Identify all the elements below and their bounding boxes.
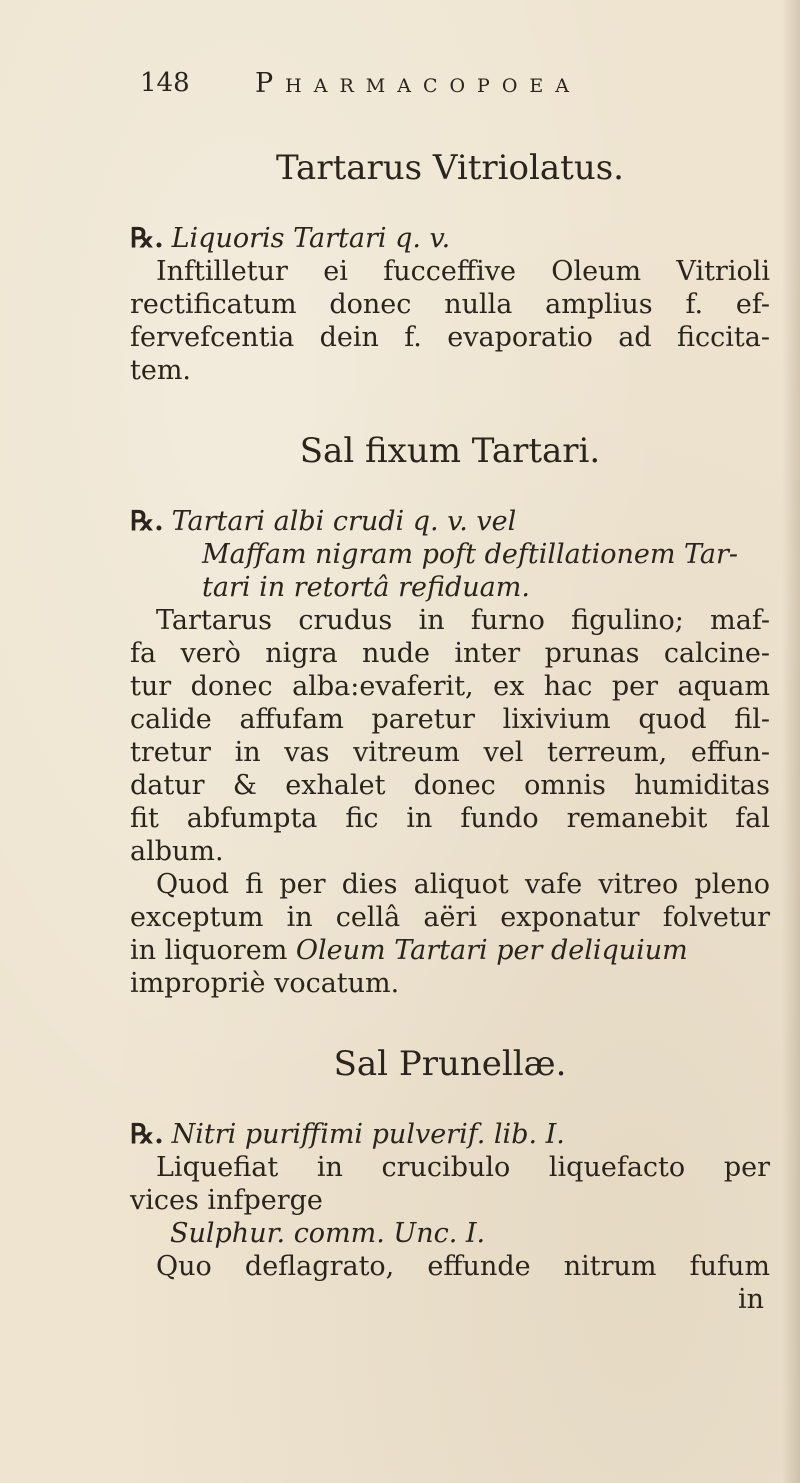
running-title: Pharmacopoea [255, 68, 582, 99]
text-line: tur donec alba:evaferit, ex hac per aquam [130, 671, 770, 702]
recipe-mark: ℞. [130, 506, 164, 537]
page-content [130, 140, 770, 1316]
recipe-line [130, 222, 770, 255]
text-line [130, 934, 770, 967]
recipe-mark: ℞. [130, 223, 164, 254]
text-line: exceptum in cellâ aëri exponatur folvetur [130, 902, 770, 933]
text-fragment-italic: Oleum Tartari per deliquium [295, 935, 688, 966]
text-line: album. [130, 836, 224, 867]
page-number: 148 [140, 68, 190, 98]
text-line: tem. [130, 355, 192, 386]
text-line: datur & exhalet donec omnis humiditas [130, 770, 770, 801]
text-line: fervefcentia dein f. evaporatio ad ficcita- [130, 322, 770, 353]
text-line: impropriè vocatum. [130, 968, 400, 999]
text-line: Quod fi per dies aliquot vafe vitreo pleno [156, 869, 770, 900]
text-line: vices infperge [130, 1185, 323, 1216]
recipe-line [130, 1118, 770, 1151]
recipe-text: Nitri puriffimi pulverif. lib. I. [171, 1119, 565, 1150]
text-line: Quo deflagrato, effunde nitrum fufum [156, 1251, 770, 1282]
text-line: Liquefiat in crucibulo liquefacto per [156, 1152, 770, 1183]
text-line: Sulphur. comm. Unc. I. [170, 1218, 486, 1249]
text-line: rectificatum donec nulla amplius f. ef- [130, 289, 770, 320]
recipe-mark: ℞. [130, 1119, 164, 1150]
text-line: calide affufam paretur lixivium quod fil- [130, 704, 770, 735]
section-heading-sal-prunellae: Sal Prunellæ. [333, 1044, 567, 1084]
recipe-line [130, 505, 770, 538]
running-head [140, 68, 700, 108]
text-line: fa verò nigra nude inter prunas calcine- [130, 638, 770, 669]
section-heading-sal-fixum-tartari: Sal fixum Tartari. [299, 431, 601, 471]
text-line: Inftilletur ei fucceffive Oleum Vitrioli [156, 256, 770, 287]
text-line: Tartarus crudus in furno figulino; maf- [156, 605, 770, 636]
recipe-line: Maffam nigram poft deftillationem Tar- [202, 539, 739, 570]
section-heading-tartarus-vitriolatus: Tartarus Vitriolatus. [276, 148, 624, 188]
text-line: tretur in vas vitreum vel terreum, effun- [130, 737, 770, 768]
recipe-text: Tartari albi crudi q. v. vel [171, 506, 517, 537]
page-edge-shadow [782, 0, 800, 1483]
recipe-text: Liquoris Tartari q. v. [171, 223, 451, 254]
recipe-line: tari in retortâ refiduam. [202, 572, 530, 603]
text-fragment: in liquorem [130, 935, 296, 966]
catchword: in [737, 1284, 764, 1315]
text-line: fit abfumpta fic in fundo remanebit fal [130, 803, 770, 834]
